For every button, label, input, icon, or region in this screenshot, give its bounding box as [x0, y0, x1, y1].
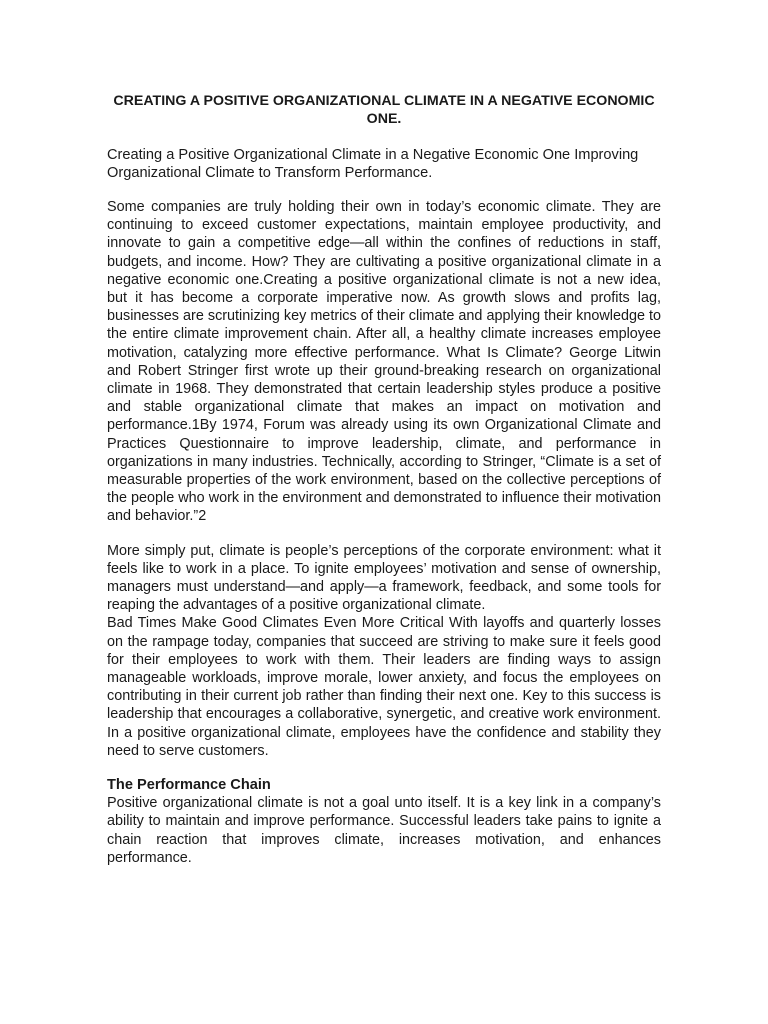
- body-paragraph-2: More simply put, climate is people’s perceptions of the corporate environment: what it feels like to work in a place. To ignite employees’ motivation and sense of ownership, managers must understand—and apply—a framework, feedback, and some tools for reaping the advantages of a positive organizational climate.: [107, 542, 661, 614]
- section-heading: The Performance Chain: [107, 777, 271, 794]
- section-paragraph: Positive organizational climate is not a goal unto itself. It is a key link in a company’s ability to maintain and improve performance. Successful leaders take pains to ignite a chain reaction that improves climate, increases motivation, and enhances performance.: [107, 795, 661, 866]
- body-paragraph-3: Bad Times Make Good Climates Even More Critical With layoffs and quarterly losses on the rampage today, companies that succeed are striving to make sure it feels good for their employees to work with them. Their leaders are finding ways to assign manageable workloads, improve morale, lower anxiety, and focus the employees on contributing in their current job rather than finding their next one. Key to this success is leadership that encourages a collaborative, synergetic, and creative work environment. In a positive organizational climate, employees have the confidence and stability they need to serve customers.: [107, 615, 661, 759]
- intro-paragraph: Creating a Positive Organizational Climate in a Negative Economic One Improving Organizational Climate to Transform Performance.: [107, 147, 639, 181]
- document-body: [107, 92, 661, 867]
- body-paragraph-1: Some companies are truly holding their own in today’s economic climate. They are continuing to exceed customer expectations, maintain employee productivity, and innovate to gain a competitive edge—all within the confines of reductions in staff, budgets, and income. How? They are cultivating a positive organizational climate in a negative economic one.Creating a positive organizational climate is not a new idea, but it has become a corporate imperative now. As growth slows and profits lag, businesses are scrutinizing key metrics of their climate and applying their knowledge to the entire climate improvement chain. After all, a healthy climate increases employee motivation, catalyzing more effective performance. What Is Climate? George Litwin and Robert Stringer first wrote up their ground-breaking research on organizational climate in 1968. They demonstrated that certain leadership styles produce a positive and stable organizational climate that makes an impact on motivation and performance.1By 1974, Forum was already using its own Organizational Climate and Practices Questionnaire to improve leadership, climate, and performance in organizations in many industries. Technically, according to Stringer, “Climate is a set of measurable properties of the work environment, based on the collective perceptions of the people who work in the environment and demonstrated to influence their motivation and behavior.”2: [107, 199, 661, 525]
- document-title: CREATING A POSITIVE ORGANIZATIONAL CLIMATE IN A NEGATIVE ECONOMIC ONE.: [113, 93, 655, 127]
